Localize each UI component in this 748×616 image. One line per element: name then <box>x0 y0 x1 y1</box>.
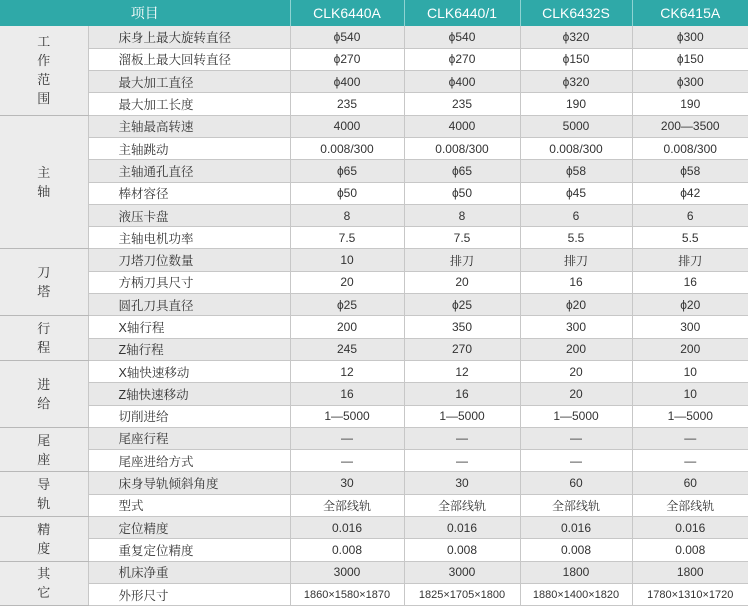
value-cell: 0.016 <box>520 517 632 539</box>
table-row <box>0 26 748 48</box>
value-cell: 全部线轨 <box>290 494 404 516</box>
table-row <box>0 137 748 159</box>
table-row <box>0 160 748 182</box>
table-row <box>0 48 748 70</box>
table-row <box>0 93 748 115</box>
category-label: 导轨 <box>37 477 51 512</box>
value-cell: 60 <box>520 472 632 494</box>
value-cell: 1—5000 <box>290 405 404 427</box>
item-name-cell: 最大加工长度 <box>88 93 290 115</box>
header-item: 项目 <box>0 0 290 26</box>
item-name-cell: 棒材容径 <box>88 182 290 204</box>
value-cell: ϕ25 <box>290 294 404 316</box>
item-name-cell: X轴快速移动 <box>88 360 290 382</box>
value-cell: 235 <box>404 93 520 115</box>
item-name-cell: 液压卡盘 <box>88 204 290 226</box>
value-cell: 8 <box>404 204 520 226</box>
category-cell <box>0 26 88 115</box>
value-cell: 190 <box>520 93 632 115</box>
value-cell: ϕ45 <box>520 182 632 204</box>
value-cell: 5000 <box>520 115 632 137</box>
value-cell: ϕ150 <box>632 48 748 70</box>
category-label: 主轴 <box>37 165 51 200</box>
value-cell: ϕ65 <box>404 160 520 182</box>
value-cell: 0.008 <box>520 539 632 561</box>
value-cell: 6 <box>520 204 632 226</box>
value-cell: 245 <box>290 338 404 360</box>
category-label: 刀塔 <box>37 265 51 300</box>
value-cell: 235 <box>290 93 404 115</box>
value-cell: ϕ25 <box>404 294 520 316</box>
value-cell: 1780×1310×1720 <box>632 583 748 605</box>
value-cell: 4000 <box>290 115 404 137</box>
table-row <box>0 472 748 494</box>
value-cell: 6 <box>632 204 748 226</box>
value-cell: ϕ150 <box>520 48 632 70</box>
value-cell: 20 <box>290 271 404 293</box>
table-row <box>0 294 748 316</box>
item-name-cell: 主轴最高转速 <box>88 115 290 137</box>
item-name-cell: 最大加工直径 <box>88 71 290 93</box>
value-cell: ϕ320 <box>520 26 632 48</box>
value-cell: 0.008/300 <box>290 137 404 159</box>
value-cell: 全部线轨 <box>404 494 520 516</box>
value-cell: 排刀 <box>404 249 520 271</box>
table-row <box>0 561 748 583</box>
value-cell: 20 <box>520 383 632 405</box>
table-row <box>0 316 748 338</box>
value-cell: — <box>290 427 404 449</box>
value-cell: ϕ400 <box>404 71 520 93</box>
item-name-cell: 重复定位精度 <box>88 539 290 561</box>
category-cell <box>0 472 88 517</box>
value-cell: 1800 <box>520 561 632 583</box>
value-cell: ϕ50 <box>290 182 404 204</box>
value-cell: — <box>290 450 404 472</box>
table-row <box>0 494 748 516</box>
value-cell: 10 <box>290 249 404 271</box>
value-cell: 200 <box>520 338 632 360</box>
item-name-cell: 方柄刀具尺寸 <box>88 271 290 293</box>
category-label: 进给 <box>37 376 51 411</box>
item-name-cell: 主轴跳动 <box>88 137 290 159</box>
item-name-cell: Z轴行程 <box>88 338 290 360</box>
value-cell: 0.008 <box>404 539 520 561</box>
value-cell: 1—5000 <box>404 405 520 427</box>
item-name-cell: Z轴快速移动 <box>88 383 290 405</box>
value-cell: ϕ42 <box>632 182 748 204</box>
item-name-cell: 床身上最大旋转直径 <box>88 26 290 48</box>
value-cell: 全部线轨 <box>520 494 632 516</box>
category-label: 精度 <box>37 521 51 556</box>
category-cell <box>0 427 88 472</box>
table-row <box>0 539 748 561</box>
value-cell: — <box>404 427 520 449</box>
value-cell: ϕ20 <box>632 294 748 316</box>
value-cell: 270 <box>404 338 520 360</box>
value-cell: — <box>520 450 632 472</box>
value-cell: 1860×1580×1870 <box>290 583 404 605</box>
table-row <box>0 583 748 605</box>
value-cell: 5.5 <box>520 227 632 249</box>
header-model-2: CLK6440/1 <box>404 0 520 26</box>
item-name-cell: 圆孔刀具直径 <box>88 294 290 316</box>
item-name-cell: 主轴通孔直径 <box>88 160 290 182</box>
value-cell: 0.016 <box>404 517 520 539</box>
value-cell: 1825×1705×1800 <box>404 583 520 605</box>
item-name-cell: 外形尺寸 <box>88 583 290 605</box>
value-cell: 200 <box>290 316 404 338</box>
value-cell: 0.008/300 <box>404 137 520 159</box>
spec-body <box>0 26 748 606</box>
value-cell: 190 <box>632 93 748 115</box>
value-cell: 7.5 <box>290 227 404 249</box>
category-label: 尾座 <box>37 432 51 467</box>
value-cell: 0.008 <box>290 539 404 561</box>
item-name-cell: 尾座行程 <box>88 427 290 449</box>
value-cell: 3000 <box>404 561 520 583</box>
header-model-4: CK6415A <box>632 0 748 26</box>
item-name-cell: X轴行程 <box>88 316 290 338</box>
table-row <box>0 360 748 382</box>
value-cell: 300 <box>520 316 632 338</box>
category-cell <box>0 561 88 606</box>
value-cell: ϕ65 <box>290 160 404 182</box>
value-cell: 10 <box>632 383 748 405</box>
value-cell: 30 <box>404 472 520 494</box>
table-row <box>0 517 748 539</box>
value-cell: 10 <box>632 360 748 382</box>
value-cell: 0.008/300 <box>632 137 748 159</box>
value-cell: ϕ300 <box>632 26 748 48</box>
table-row <box>0 271 748 293</box>
table-row <box>0 115 748 137</box>
table-row <box>0 405 748 427</box>
value-cell: ϕ270 <box>290 48 404 70</box>
item-name-cell: 刀塔刀位数量 <box>88 249 290 271</box>
value-cell: 12 <box>404 360 520 382</box>
category-cell <box>0 249 88 316</box>
category-label: 其它 <box>37 566 51 601</box>
value-cell: 1—5000 <box>520 405 632 427</box>
value-cell: ϕ58 <box>520 160 632 182</box>
value-cell: — <box>404 450 520 472</box>
table-row <box>0 182 748 204</box>
header-model-1: CLK6440A <box>290 0 404 26</box>
value-cell: — <box>520 427 632 449</box>
value-cell: ϕ50 <box>404 182 520 204</box>
value-cell: 12 <box>290 360 404 382</box>
header-model-3: CLK6432S <box>520 0 632 26</box>
value-cell: 16 <box>632 271 748 293</box>
value-cell: ϕ320 <box>520 71 632 93</box>
value-cell: ϕ20 <box>520 294 632 316</box>
value-cell: 200 <box>632 338 748 360</box>
value-cell: 1—5000 <box>632 405 748 427</box>
item-name-cell: 切削进给 <box>88 405 290 427</box>
value-cell: 排刀 <box>520 249 632 271</box>
category-cell <box>0 517 88 562</box>
value-cell: 60 <box>632 472 748 494</box>
item-name-cell: 主轴电机功率 <box>88 227 290 249</box>
value-cell: — <box>632 450 748 472</box>
value-cell: 7.5 <box>404 227 520 249</box>
value-cell: 0.008/300 <box>520 137 632 159</box>
table-row <box>0 427 748 449</box>
value-cell: 0.016 <box>290 517 404 539</box>
value-cell: 20 <box>404 271 520 293</box>
value-cell: 5.5 <box>632 227 748 249</box>
table-row <box>0 227 748 249</box>
table-row <box>0 249 748 271</box>
value-cell: 8 <box>290 204 404 226</box>
value-cell: 排刀 <box>632 249 748 271</box>
value-cell: ϕ400 <box>290 71 404 93</box>
value-cell: 1880×1400×1820 <box>520 583 632 605</box>
value-cell: 0.008 <box>632 539 748 561</box>
item-name-cell: 溜板上最大回转直径 <box>88 48 290 70</box>
value-cell: 16 <box>290 383 404 405</box>
table-row <box>0 338 748 360</box>
value-cell: ϕ300 <box>632 71 748 93</box>
value-cell: ϕ540 <box>404 26 520 48</box>
table-row <box>0 71 748 93</box>
value-cell: ϕ270 <box>404 48 520 70</box>
value-cell: ϕ540 <box>290 26 404 48</box>
value-cell: 1800 <box>632 561 748 583</box>
category-cell <box>0 316 88 361</box>
category-cell <box>0 115 88 249</box>
table-row <box>0 204 748 226</box>
value-cell: 全部线轨 <box>632 494 748 516</box>
value-cell: 16 <box>520 271 632 293</box>
category-cell <box>0 360 88 427</box>
item-name-cell: 床身导轨倾斜角度 <box>88 472 290 494</box>
value-cell: 20 <box>520 360 632 382</box>
value-cell: 300 <box>632 316 748 338</box>
category-label: 工作范围 <box>37 34 51 107</box>
value-cell: 30 <box>290 472 404 494</box>
value-cell: ϕ58 <box>632 160 748 182</box>
item-name-cell: 型式 <box>88 494 290 516</box>
table-row <box>0 383 748 405</box>
value-cell: 200—3500 <box>632 115 748 137</box>
item-name-cell: 尾座进给方式 <box>88 450 290 472</box>
value-cell: 3000 <box>290 561 404 583</box>
value-cell: 0.016 <box>632 517 748 539</box>
value-cell: 350 <box>404 316 520 338</box>
item-name-cell: 机床净重 <box>88 561 290 583</box>
category-label: 行程 <box>37 321 51 356</box>
item-name-cell: 定位精度 <box>88 517 290 539</box>
table-row <box>0 450 748 472</box>
value-cell: — <box>632 427 748 449</box>
value-cell: 16 <box>404 383 520 405</box>
header-row <box>0 0 748 26</box>
value-cell: 4000 <box>404 115 520 137</box>
